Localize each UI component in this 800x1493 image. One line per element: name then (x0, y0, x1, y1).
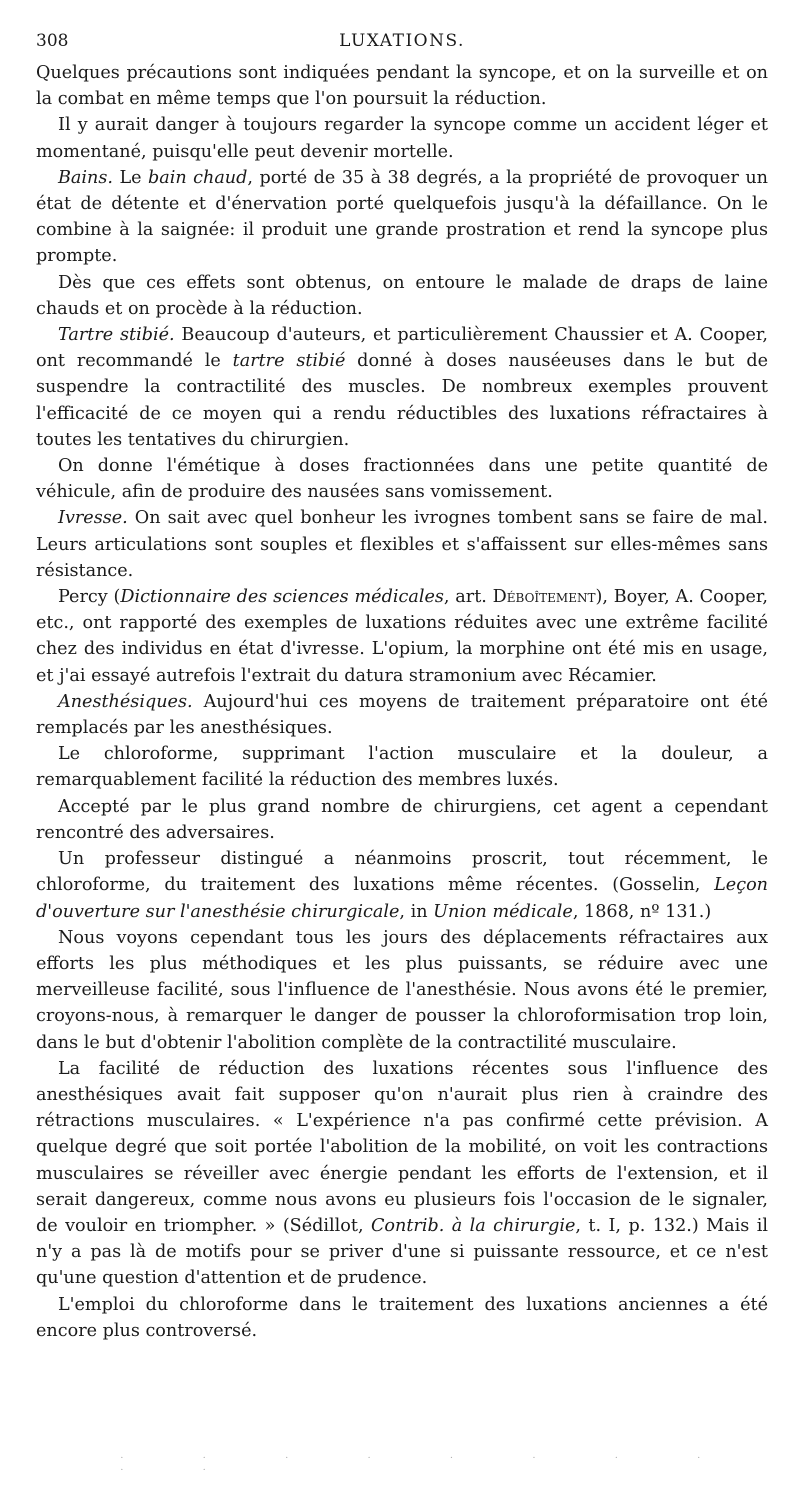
emphasis: Contrib. à la chirurgie (370, 1215, 576, 1236)
book-page (36, 28, 768, 1344)
paragraph-gosselin (36, 846, 768, 925)
small-caps: Déboîtement (492, 587, 596, 608)
text-span: La facilité de réduction des luxations récentes sous l'influence des anesthésiques avait fait supposer qu'on n'aurait plus rien à craindre des rétractions musculaires. « L'expérience n'a pas confirmé cette prévision. A quelque degré que soit portée l'abolition de la mobilité, on voit les contractions musculaires se réveiller avec énergie pendant les efforts de l'extension, et il serait dangereux, comme nous avons eu plusieurs fois l'occasion de le signaler, de vouloir en triompher. » (Sédillot, (36, 1058, 768, 1236)
page-header (36, 28, 768, 56)
emphasis: Union médicale (433, 901, 573, 922)
text-span: donné à doses nauséeuses dans le but de suspendre la contractilité des muscles. De nombreux exemples prouvent l'efficacité de ce moyen qui a rendu réductibles des luxations réfractaires à toutes les tentatives du chirurgien. (36, 351, 768, 450)
scan-speckle: · · · · · · · · · · (120, 1452, 739, 1476)
text-span: , t. I, p. 132.) Mais il n'y a pas là de motifs pour se priver d'une si puissante ressource, et ce n'est qu'une question d'attention et de prudence. (36, 1215, 768, 1289)
term-anesthesiques: Anesthésiques. (58, 691, 193, 712)
paragraph-tartre-stibie (36, 322, 768, 453)
emphasis: Leçon d'ouverture sur l'anesthésie chirurgicale (36, 875, 768, 922)
paragraph-luxations-anciennes: L'emploi du chloroforme dans le traitement des luxations anciennes a été encore plus controversé. (36, 1294, 768, 1341)
paragraph-adversaires: Accepté par le plus grand nombre de chirurgiens, cet agent a cependant rencontré des adversaires. (36, 796, 768, 843)
text-span: On sait avec quel bonheur les ivrognes tombent sans se faire de mal. Leurs articulations sont souples et flexibles et s'affaissent sur elles-mêmes sans résistance. (36, 508, 768, 581)
text-span: , art. (443, 587, 493, 608)
term-ivresse: Ivresse. (58, 508, 128, 529)
text-span: Un professeur distingué a néanmoins proscrit, tout récemment, le chloroforme, du traitement des luxations même récentes. (Gosselin, (36, 849, 768, 896)
text-span: ), Boyer, A. Cooper, etc., ont rapporté des exemples de luxations réduites avec une extrême facilité chez des individus en état d'ivresse. L'opium, la morphine ont été mis en usage, et j'ai essayé autrefois l'extrait du datura stramonium avec Récamier. (36, 587, 768, 686)
paragraph-emetique: On donne l'émétique à doses fractionnées dans une petite quantité de véhicule, afin de produire des nausées sans vomissement. (36, 456, 768, 503)
emphasis: Dictionnaire des sciences médicales (120, 587, 444, 608)
paragraph-reduction: Dès que ces effets sont obtenus, on entoure le malade de draps de laine chauds et on procède à la réduction. (36, 272, 768, 319)
paragraph-ivresse (36, 505, 768, 584)
text-span: Aujourd'hui ces moyens de traitement préparatoire ont été remplacés par les anesthésiques. (36, 691, 768, 739)
emphasis: tartre stibié (232, 351, 346, 372)
text-span: , porté de 35 à 38 degrés, a la propriété de provoquer un état de détente et d'énervation porté quelquefois jusqu'à la défaillance. On le combine à la saignée: il produit une grande prostration et rend la syncope plus prompte. (36, 167, 768, 267)
text-span: , 1868, nº 131.) (572, 901, 712, 922)
paragraph-chloroforme: Le chloroforme, supprimant l'action musculaire et la douleur, a remarquablement facilité la réduction des membres luxés. (36, 744, 768, 791)
paragraph-deplacements: Nous voyons cependant tous les jours des déplacements réfractaires aux efforts les plus méthodiques et les plus puissants, se réduire avec une merveilleuse facilité, sous l'influence de l'anesthésie. Nous avons été le premier, croyons-nous, à remarquer le danger de pousser la chloroformisation trop loin, dans le but d'obtenir l'abolition complète de la contractilité musculaire. (36, 927, 768, 1053)
emphasis: bain chaud (147, 167, 248, 188)
text-span: , in (399, 901, 434, 922)
paragraph-sedillot (36, 1056, 768, 1292)
paragraph-syncope-danger: Il y aurait danger à toujours regarder la syncope comme un accident léger et momentané, puisqu'elle peut devenir mortelle. (36, 115, 768, 162)
paragraph-anesthesiques (36, 689, 768, 741)
term-tartre-stibie: Tartre stibié. (58, 325, 175, 346)
paragraph-percy (36, 584, 768, 689)
term-bains: Bains. (58, 167, 113, 188)
page-number: 308 (36, 31, 69, 51)
text-span: Le (113, 167, 148, 188)
paragraph-syncope-precautions: Quelques précautions sont indiquées pendant la syncope, et on la surveille et on la combat en même temps que l'on poursuit la réduction. (36, 63, 768, 110)
running-title: LUXATIONS. (339, 31, 465, 51)
text-span: Percy ( (58, 587, 121, 608)
paragraph-bains (36, 165, 768, 270)
text-span: Beaucoup d'auteurs, et particulièrement Chaussier et A. Cooper, ont recommandé le (36, 325, 768, 372)
